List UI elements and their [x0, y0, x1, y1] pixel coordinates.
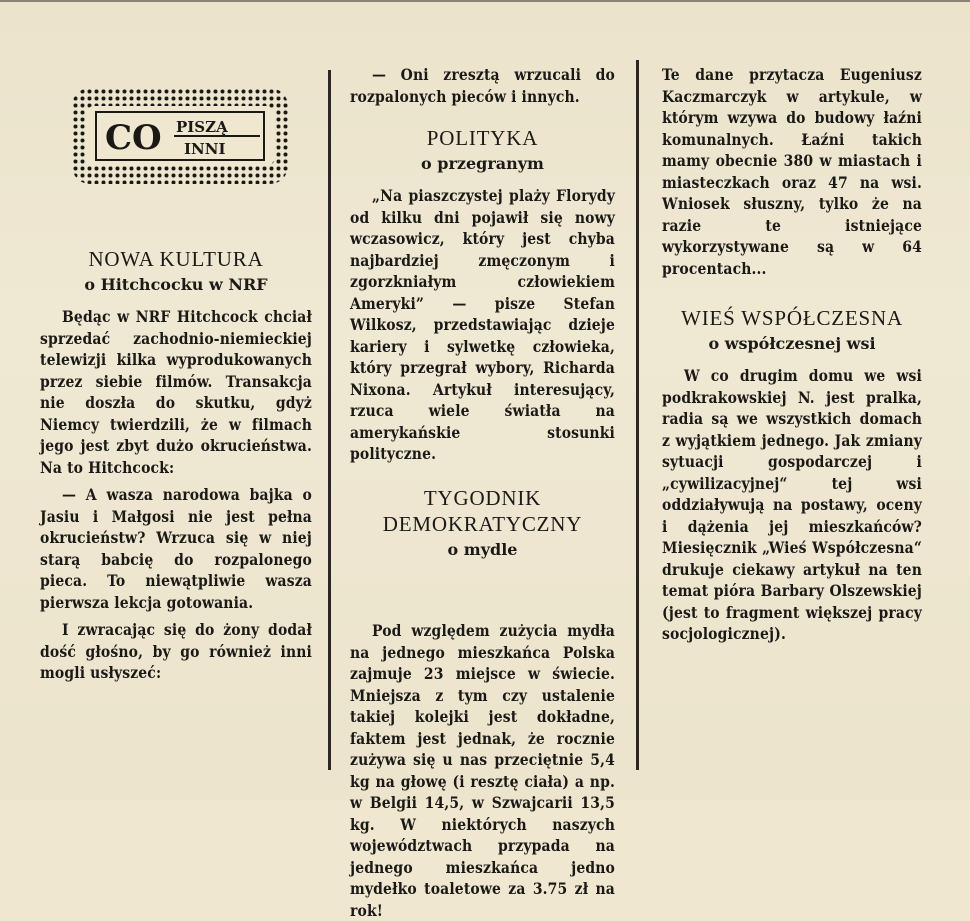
section3-paragraph-2: Te dane przytacza Eugeniusz Kaczmarczyk w artykule, w którym wzywa do budowy łaźni komunalnych. Łaźni takich mamy obecnie 380 w miastach i miasteczkach oraz 47 na wsi. Wniosek słuszny, tylko że na razie te istniejące wykorzystywane są w 64 procentach... [662, 65, 922, 278]
section3-subtitle: o mydle [447, 539, 518, 559]
logo-big: CO [105, 118, 162, 158]
section2-paragraph-1: „Na piaszczystej plaży Florydy od kilku dni pojawił się nowy wczasowicz, który jest chyba najbardziej zmęczonym i zgorzkniałym człowiekiem Ameryki” — pisze Stefan Wilkosz, przedstawiając dzieje kariery i sylwetkę człowieka, który przegrał wybory, Richarda Nixona. Artykuł interesujący, rzuca wiele światła na amerykańskie stosunki polityczne. [350, 186, 615, 463]
section4-paragraph-1: W co drugim domu we wsi podkrakowskiej N. jest pralka, radia są we wszystkich domach z wyjątkiem jednego. Jak zmiany sytuacji gospodarczej i „cywilizacyjnej“ tej wsi oddziaływują na postawy, oceny i dążenia jej mieszkańców? Miesięcznik „Wieś Współczesna“ drukuje ciekawy artykuł na ten temat pióra Barbary Olszewskiej (jest to fragment większej pracy socjologicznej). [662, 366, 922, 643]
section2-title: POLITYKA [426, 126, 539, 150]
section3-title: TYGODNIK DEMOKRATYCZNY [382, 485, 583, 536]
co-pisza-inni-logo [72, 88, 288, 184]
top-border [0, 0, 970, 2]
column-2 [350, 64, 615, 571]
section1-paragraph-2: — A wasza narodowa bajka o Jasiu i Małgosi nie jest pełna okrucieństw? Wrzuca się w niej starą babcię do rozpalonego pieca. To niewątpliwie wasza pierwsza lekcja gotowania. [40, 485, 312, 612]
section1-title: NOWA KULTURA [88, 247, 264, 271]
section1-subtitle: o Hitchcocku w NRF [84, 275, 268, 294]
logo-top: PISZĄ [176, 118, 228, 136]
column-rule-left [328, 70, 331, 770]
column-1 [40, 246, 312, 684]
logo-bottom: INNI [184, 140, 226, 158]
section3-paragraph-1: Pod względem zużycia mydła na jednego mieszkańca Polska zajmuje 23 miejsce w świecie. Mniejsza z tym czy ustalenie takiej kolejki jest dokładne, faktem jest jednak, że rocznie zużywa się u nas przeciętnie 5,4 kg na głowę (i resztę ciała) a np. w Belgii 14,5, w Szwajcarii 13,5 kg. W niektórych naszych województwach przypada na jednego mieszkańca jedno mydełko toaletowe za 3.75 zł na rok! [350, 621, 615, 920]
section1-paragraph-1: Będąc w NRF Hitchcock chciał sprzedać zachodnio-niemieckiej telewizji kilka wyprodukowanych przez siebie filmów. Transakcja nie doszła do skutku, gdyż Niemcy twierdzili, że w filmach jego jest zbyt dużo okrucieństwa. Na to Hitchcock: [40, 307, 312, 477]
section2-subtitle: o przegranym [421, 154, 544, 173]
column-2-lower [350, 620, 615, 920]
section1-paragraph-4: — Oni zresztą wrzucali do rozpalonych pieców i innych. [350, 65, 615, 106]
section1-paragraph-3: I zwracając się do żony dodał dość głośno, by go również inni mogli usłyszeć: [40, 620, 312, 682]
column-3 [662, 64, 922, 645]
section4-title: WIEŚ WSPÓŁCZESNA [681, 306, 903, 330]
column-rule-right [636, 60, 639, 770]
section4-subtitle: o współczesnej wsi [708, 334, 876, 353]
